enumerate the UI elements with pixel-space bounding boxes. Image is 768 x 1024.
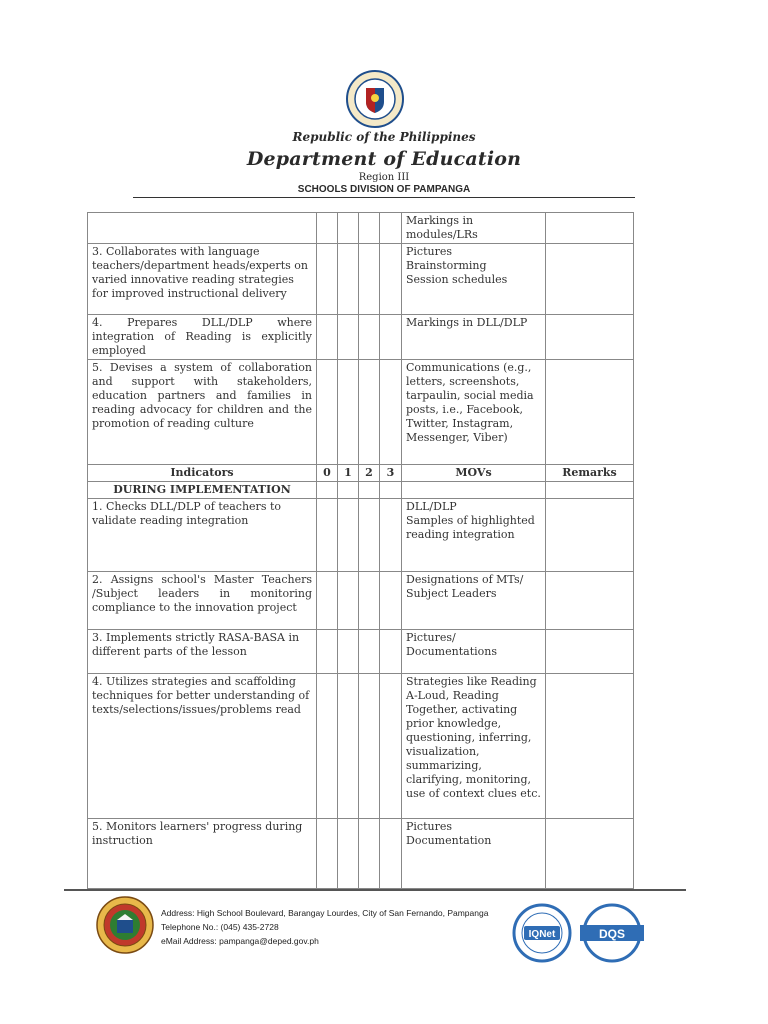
- republic-label: Republic of the Philippines: [292, 130, 476, 144]
- score-cell[interactable]: [359, 674, 380, 819]
- indicator-cell: 4. Utilizes strategies and scaffolding techniques for better understanding of texts/selections/issues/problems read: [88, 674, 317, 819]
- score-cell[interactable]: [317, 630, 338, 674]
- indicator-cell: 2. Assigns school's Master Teachers /Subject leaders in monitoring compliance to the innovation project: [88, 572, 317, 630]
- col-score-0: 0: [317, 465, 338, 482]
- remarks-cell[interactable]: [546, 674, 634, 819]
- mov-cell: DLL/DLP Samples of highlighted reading integration: [402, 499, 546, 572]
- score-cell[interactable]: [317, 572, 338, 630]
- score-cell[interactable]: [380, 213, 402, 244]
- score-cell[interactable]: [359, 360, 380, 465]
- footer-divider: [64, 889, 686, 891]
- division-label: SCHOOLS DIVISION OF PAMPANGA: [297, 184, 471, 195]
- mov-cell: Markings in DLL/DLP: [402, 315, 546, 360]
- col-indicators: Indicators: [88, 465, 317, 482]
- mov-cell: Pictures Documentation: [402, 819, 546, 889]
- department-title: Department of Education: [246, 148, 522, 170]
- score-cell[interactable]: [338, 572, 359, 630]
- score-cell[interactable]: [338, 213, 359, 244]
- indicator-cell: 3. Collaborates with language teachers/department heads/experts on varied innovative reading strategies for improved instructional delivery: [88, 244, 317, 315]
- footer-email: eMail Address: pampanga@deped.gov.ph: [161, 936, 319, 946]
- indicator-cell: 1. Checks DLL/DLP of teachers to validate reading integration: [88, 499, 317, 572]
- remarks-cell[interactable]: [546, 213, 634, 244]
- indicator-cell: 5. Devises a system of collaboration and support with stakeholders, education partners and families in reading advocacy for children and the promotion of reading culture: [88, 360, 317, 465]
- score-cell[interactable]: [359, 244, 380, 315]
- score-cell[interactable]: [317, 674, 338, 819]
- score-cell[interactable]: [380, 315, 402, 360]
- score-cell[interactable]: [317, 244, 338, 315]
- col-remarks: Remarks: [546, 465, 634, 482]
- score-cell[interactable]: [359, 315, 380, 360]
- mov-cell: Markings in modules/LRs: [402, 213, 546, 244]
- footer-telephone: Telephone No.: (045) 435-2728: [161, 922, 279, 932]
- score-cell[interactable]: [338, 674, 359, 819]
- col-movs: MOVs: [402, 465, 546, 482]
- score-cell[interactable]: [380, 819, 402, 889]
- phase-row: [88, 482, 634, 499]
- footer-address: Address: High School Boulevard, Barangay Lourdes, City of San Fernando, Pampanga: [161, 908, 489, 918]
- iqnet-cert-logo: [512, 903, 572, 963]
- table-row: [88, 572, 634, 630]
- score-cell[interactable]: [359, 819, 380, 889]
- mov-cell: Pictures Brainstorming Session schedules: [402, 244, 546, 315]
- score-cell[interactable]: [380, 572, 402, 630]
- deped-seal-logo: [346, 70, 404, 128]
- score-cell[interactable]: [338, 630, 359, 674]
- table-row: [88, 499, 634, 572]
- remarks-cell[interactable]: [546, 244, 634, 315]
- remarks-cell[interactable]: [546, 315, 634, 360]
- mov-cell: Strategies like Reading A-Loud, Reading Together, activating prior knowledge, questioning, inferring, visualization, summarizing, clarifying, monitoring, use of context clues etc.: [402, 674, 546, 819]
- col-score-1: 1: [338, 465, 359, 482]
- remarks-cell[interactable]: [546, 630, 634, 674]
- score-cell[interactable]: [380, 360, 402, 465]
- phase-label: DURING IMPLEMENTATION: [88, 482, 317, 499]
- dqs-cert-logo: [576, 903, 648, 963]
- iqnet-text: IQNet: [528, 929, 556, 940]
- monitoring-table: [87, 212, 634, 889]
- division-seal-logo: [96, 896, 154, 954]
- mov-cell: Communications (e.g., letters, screenshots, tarpaulin, social media posts, i.e., Facebook, Twitter, Instagram, Messenger, Viber): [402, 360, 546, 465]
- indicator-cell: 3. Implements strictly RASA-BASA in different parts of the lesson: [88, 630, 317, 674]
- column-header-row: [88, 465, 634, 482]
- score-cell[interactable]: [338, 244, 359, 315]
- score-cell[interactable]: [338, 819, 359, 889]
- score-cell[interactable]: [380, 499, 402, 572]
- mov-cell: Pictures/ Documentations: [402, 630, 546, 674]
- score-cell[interactable]: [338, 499, 359, 572]
- score-cell[interactable]: [317, 499, 338, 572]
- score-cell[interactable]: [359, 572, 380, 630]
- footer-contact: [161, 906, 488, 948]
- table-row: [88, 360, 634, 465]
- table-row: [88, 819, 634, 889]
- score-cell[interactable]: [380, 630, 402, 674]
- region-label: Region III: [358, 172, 410, 183]
- remarks-cell[interactable]: [546, 572, 634, 630]
- col-score-2: 2: [359, 465, 380, 482]
- score-cell[interactable]: [317, 819, 338, 889]
- score-cell[interactable]: [338, 315, 359, 360]
- score-cell[interactable]: [338, 360, 359, 465]
- table-row: [88, 213, 634, 244]
- indicator-cell: 4. Prepares DLL/DLP where integration of Reading is explicitly employed: [88, 315, 317, 360]
- score-cell[interactable]: [359, 499, 380, 572]
- indicator-cell: [88, 213, 317, 244]
- score-cell[interactable]: [317, 360, 338, 465]
- table-row: [88, 630, 634, 674]
- col-score-3: 3: [380, 465, 402, 482]
- score-cell[interactable]: [359, 630, 380, 674]
- dqs-text: DQS: [598, 927, 626, 941]
- score-cell[interactable]: [380, 674, 402, 819]
- indicator-cell: 5. Monitors learners' progress during instruction: [88, 819, 317, 889]
- table-row: [88, 244, 634, 315]
- table-row: [88, 315, 634, 360]
- remarks-cell[interactable]: [546, 499, 634, 572]
- header-divider: [133, 197, 635, 198]
- remarks-cell[interactable]: [546, 360, 634, 465]
- score-cell[interactable]: [380, 244, 402, 315]
- score-cell[interactable]: [359, 213, 380, 244]
- score-cell[interactable]: [317, 315, 338, 360]
- table-row: [88, 674, 634, 819]
- score-cell[interactable]: [317, 213, 338, 244]
- remarks-cell[interactable]: [546, 819, 634, 889]
- mov-cell: Designations of MTs/ Subject Leaders: [402, 572, 546, 630]
